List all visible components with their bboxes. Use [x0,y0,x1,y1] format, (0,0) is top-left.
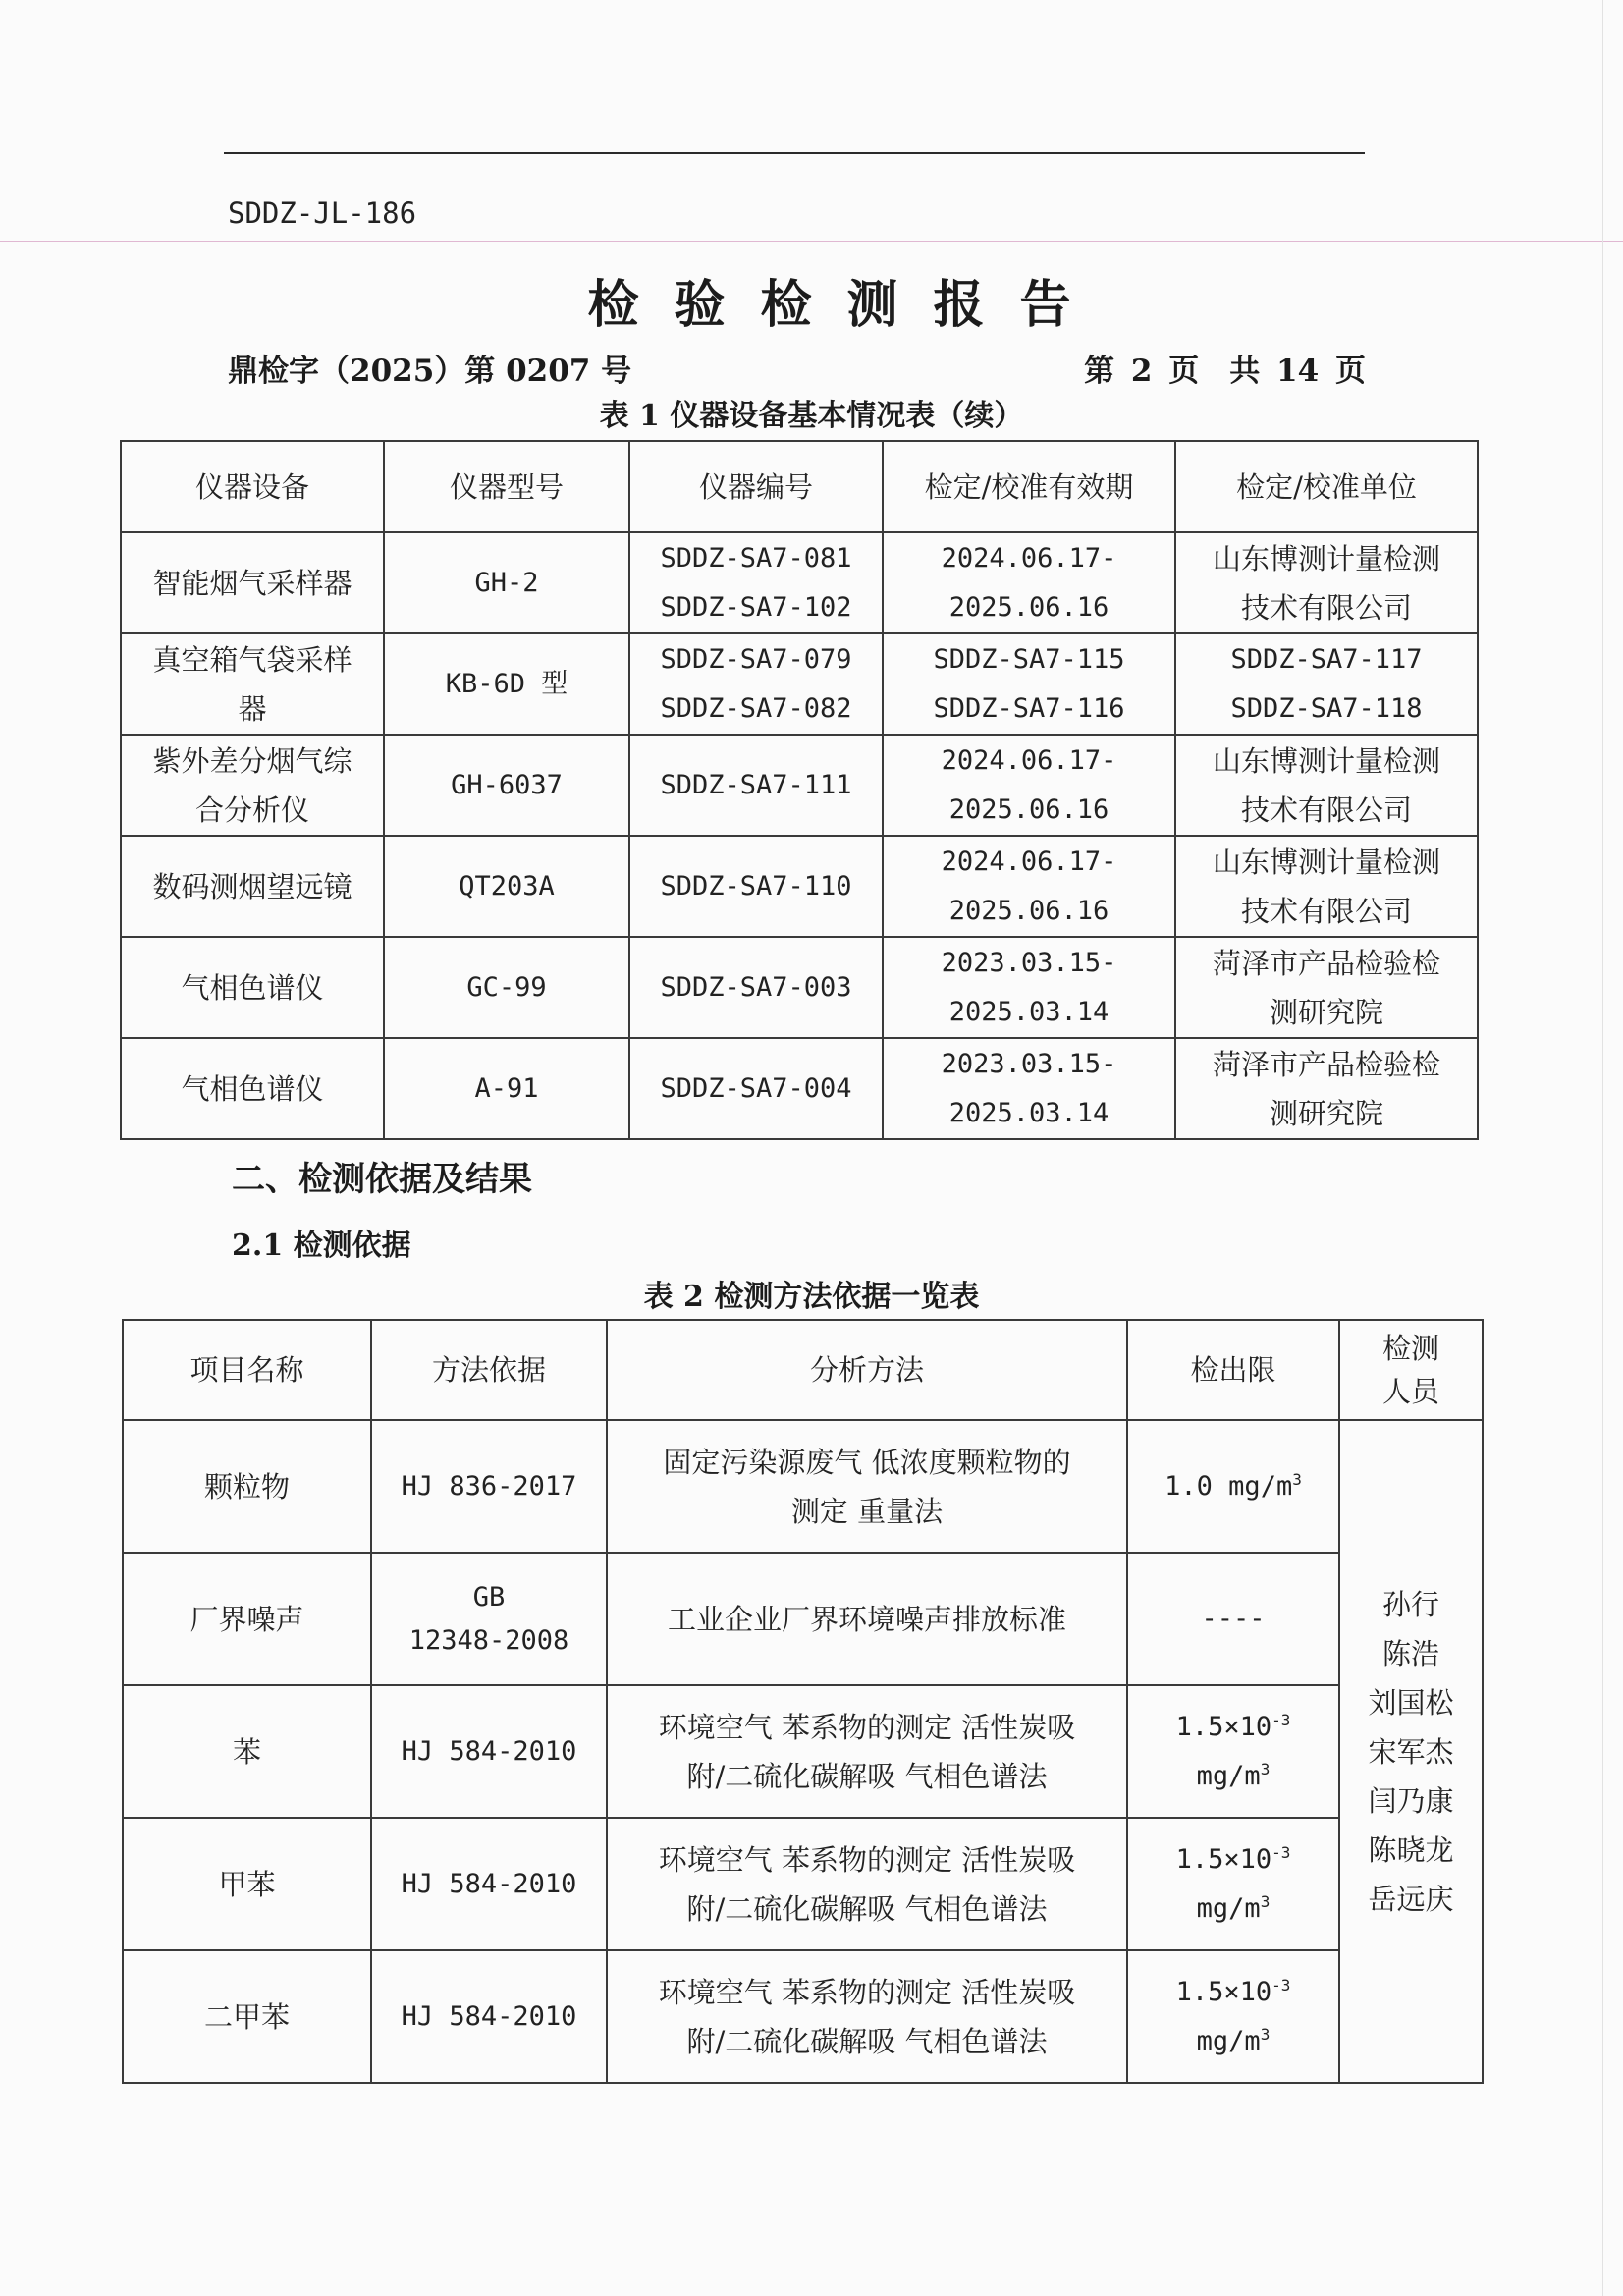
unit-cell: 山东博测计量检测 技术有限公司 [1175,836,1478,937]
basis-cell: HJ 584-2010 [371,1818,607,1950]
model-cell: GC-99 [384,937,629,1038]
page-info: 第 2 页 共 14 页 [1084,354,1366,389]
header-cell: 检定/校准有效期 [883,441,1175,532]
report-number: 鼎检字（2025）第 0207 号 [228,354,632,389]
device-cell: 气相色谱仪 [121,1038,384,1139]
limit-cell: ---- [1127,1553,1339,1685]
item-cell: 厂界噪声 [123,1553,371,1685]
id-cell: SDDZ-SA7-003 [629,937,883,1038]
device-cell: 气相色谱仪 [121,937,384,1038]
device-cell: 紫外差分烟气综 合分析仪 [121,735,384,836]
table-row [123,1420,1483,1553]
limit-cell: $1.5\times 10^{-3}$ $mg/m^3$ [1127,1685,1339,1818]
instrument-table [120,440,1479,1140]
unit-cell: 菏泽市产品检验检 测研究院 [1175,1038,1478,1139]
table-row [121,1038,1478,1139]
header-cell: 检定/校准单位 [1175,441,1478,532]
validity-cell: 2023.03.15- 2025.03.14 [883,937,1175,1038]
header-cell: 检出限 [1127,1320,1339,1420]
model-cell: A-91 [384,1038,629,1139]
table-header-row [123,1320,1483,1420]
table-row [121,937,1478,1038]
device-cell: 智能烟气采样器 [121,532,384,633]
method-cell: 环境空气 苯系物的测定 活性炭吸 附/二硫化碳解吸 气相色谱法 [607,1950,1127,2083]
model-cell: QT203A [384,836,629,937]
id-cell: SDDZ-SA7-079 SDDZ-SA7-082 [629,633,883,735]
persons-cell: 孙行 陈浩 刘国松 宋军杰 闫乃康 陈晓龙 岳远庆 [1339,1420,1483,2083]
subsection-heading: 2.1 检测依据 [232,1229,411,1263]
item-cell: 苯 [123,1685,371,1818]
table-row [123,1818,1483,1950]
method-cell: 环境空气 苯系物的测定 活性炭吸 附/二硫化碳解吸 气相色谱法 [607,1818,1127,1950]
validity-cell: 2023.03.15- 2025.03.14 [883,1038,1175,1139]
model-cell: GH-6037 [384,735,629,836]
id-cell: SDDZ-SA7-004 [629,1038,883,1139]
basis-cell: HJ 584-2010 [371,1950,607,2083]
device-cell: 数码测烟望远镜 [121,836,384,937]
table-row [121,836,1478,937]
unit-cell: SDDZ-SA7-117 SDDZ-SA7-118 [1175,633,1478,735]
header-cell: 分析方法 [607,1320,1127,1420]
validity-cell: 2024.06.17- 2025.06.16 [883,836,1175,937]
validity-cell: 2024.06.17- 2025.06.16 [883,735,1175,836]
header-rule [224,152,1365,154]
table-row [123,1950,1483,2083]
header-cell: 项目名称 [123,1320,371,1420]
table-row [123,1553,1483,1685]
header-cell: 仪器编号 [629,441,883,532]
table1-caption: 表 1 仪器设备基本情况表（续） [599,399,1024,433]
scan-line [0,241,1623,242]
basis-cell: GB 12348-2008 [371,1553,607,1685]
header-cell: 仪器设备 [121,441,384,532]
header-cell: 仪器型号 [384,441,629,532]
table-row [121,633,1478,735]
device-cell: 真空箱气袋采样 器 [121,633,384,735]
limit-cell: 1.0 $mg/m^3$ [1127,1420,1339,1553]
report-title: 检验检测报告 [587,275,1107,335]
method-cell: 固定污染源废气 低浓度颗粒物的 测定 重量法 [607,1420,1127,1553]
basis-cell: HJ 836-2017 [371,1420,607,1553]
validity-cell: 2024.06.17- 2025.06.16 [883,532,1175,633]
id-cell: SDDZ-SA7-110 [629,836,883,937]
table-row [121,735,1478,836]
item-cell: 甲苯 [123,1818,371,1950]
basis-cell: HJ 584-2010 [371,1685,607,1818]
table2-caption: 表 2 检测方法依据一览表 [643,1280,980,1314]
id-cell: SDDZ-SA7-081 SDDZ-SA7-102 [629,532,883,633]
table-row [123,1685,1483,1818]
limit-cell: $1.5\times 10^{-3}$ $mg/m^3$ [1127,1818,1339,1950]
page-edge [1602,0,1603,2296]
table-header-row [121,441,1478,532]
id-cell: SDDZ-SA7-111 [629,735,883,836]
method-table [122,1319,1484,2084]
model-cell: KB-6D 型 [384,633,629,735]
form-code: SDDZ-JL-186 [228,196,417,230]
limit-cell: $1.5\times 10^{-3}$ $mg/m^3$ [1127,1950,1339,2083]
validity-cell: SDDZ-SA7-115 SDDZ-SA7-116 [883,633,1175,735]
table-row [121,532,1478,633]
header-cell: 方法依据 [371,1320,607,1420]
unit-cell: 菏泽市产品检验检 测研究院 [1175,937,1478,1038]
method-cell: 工业企业厂界环境噪声排放标准 [607,1553,1127,1685]
item-cell: 二甲苯 [123,1950,371,2083]
item-cell: 颗粒物 [123,1420,371,1553]
model-cell: GH-2 [384,532,629,633]
section-heading: 二、检测依据及结果 [232,1160,532,1199]
method-cell: 环境空气 苯系物的测定 活性炭吸 附/二硫化碳解吸 气相色谱法 [607,1685,1127,1818]
header-cell: 检测 人员 [1339,1320,1483,1420]
unit-cell: 山东博测计量检测 技术有限公司 [1175,735,1478,836]
unit-cell: 山东博测计量检测 技术有限公司 [1175,532,1478,633]
